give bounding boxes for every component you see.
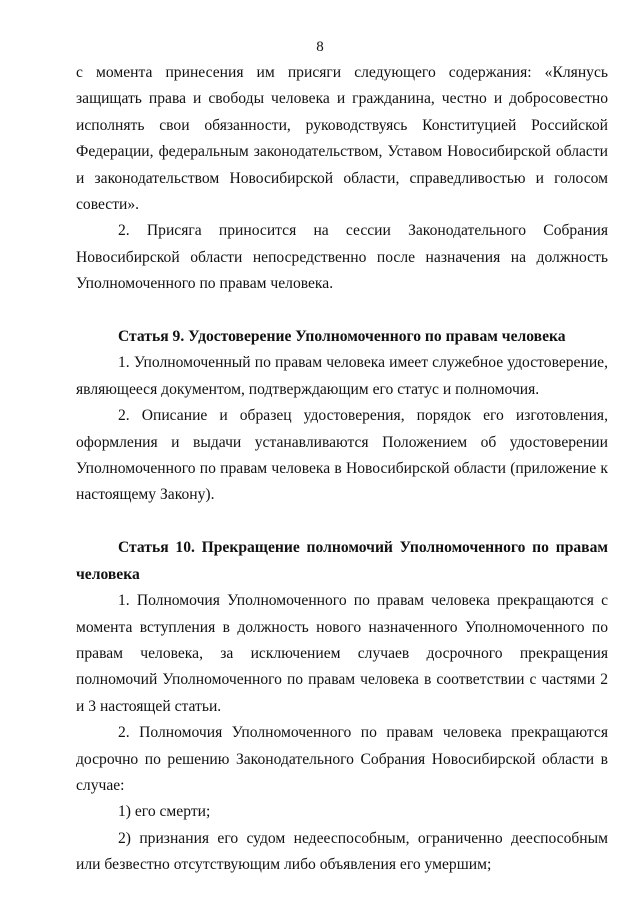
- paragraph-oath-text: с момента принесения им присяги следующего содержания: «Клянусь защищать права и свободы человека и гражданина, честно и добросовестно исполнять свои обязанности, руководствуясь Конституцией Российской Федерации, федеральным законодательством, Уставом Новосибирской области и законодательством Новосибирской области, справедливостью и голосом совести».: [76, 64, 608, 214]
- page-number: 8: [316, 39, 324, 55]
- article-10-item-2: 2) признания его судом недееспособным, ограниченно дееспособным или безвестно отсутствующим либо объявления его умершим;: [76, 829, 608, 874]
- article-10-paragraph-2: 2. Полномочия Уполномоченного по правам человека прекращаются досрочно по решению Законодательного Собрания Новосибирской области в случае:: [76, 724, 608, 794]
- section-spacer: [76, 298, 608, 324]
- article-10-item-1: 1) его смерти;: [118, 803, 211, 821]
- section-spacer: [76, 509, 608, 535]
- article-9-heading: Статья 9. Удостоверение Уполномоченного по правам человека: [118, 328, 566, 346]
- article-9-paragraph-2: 2. Описание и образец удостоверения, порядок его изготовления, оформления и выдачи устанавливаются Положением об удостоверении Уполномоченного по правам человека в Новосибирской области (приложение к настоящему Закону).: [76, 407, 608, 504]
- article-10-paragraph-1: 1. Полномочия Уполномоченного по правам человека прекращаются с момента вступления в должность нового назначенного Уполномоченного по правам человека, за исключением случаев досрочного прекращения полномочий Уполномоченного по правам человека в соответствии с частями 2 и 3 настоящей статьи.: [76, 592, 608, 715]
- paragraph-oath-session: 2. Присяга приносится на сессии Законодательного Собрания Новосибирской области непосредственно после назначения на должность Уполномоченного по правам человека.: [76, 222, 608, 293]
- article-9-paragraph-1: 1. Уполномоченный по правам человека имеет служебное удостоверение, являющееся документом, подтверждающим его статус и полномочия.: [76, 354, 608, 398]
- document-body: [76, 60, 608, 879]
- article-10-heading: Статья 10. Прекращение полномочий Уполномоченного по правам человека: [76, 539, 608, 583]
